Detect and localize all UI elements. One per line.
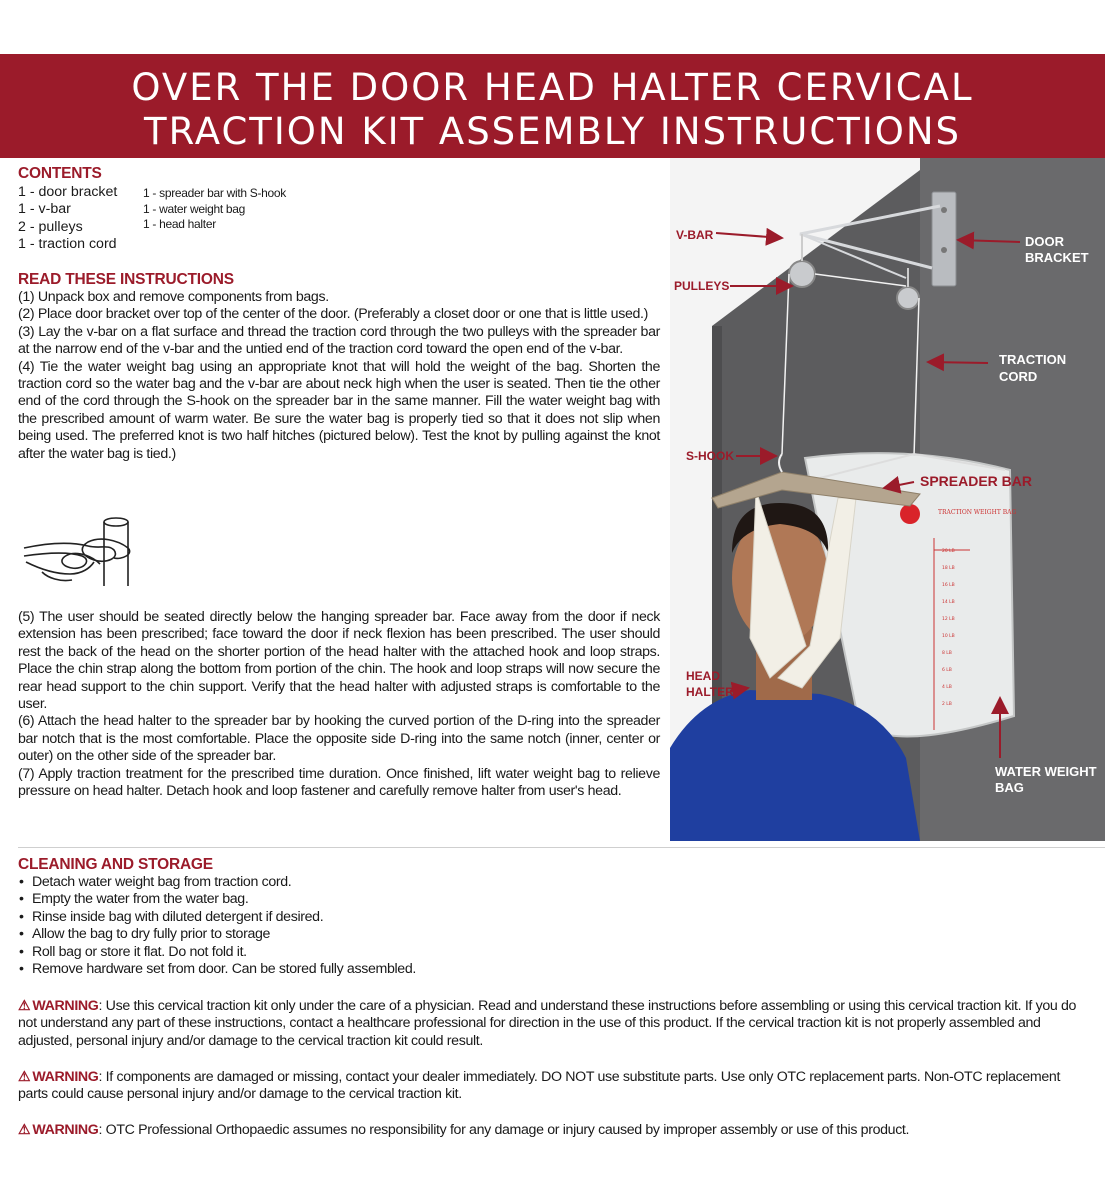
title-line-1: OVER THE DOOR HEAD HALTER CERVICAL: [131, 66, 974, 109]
bag-scale-mark: 18 LB: [942, 566, 955, 571]
section-divider: [18, 847, 1105, 848]
warning-1: [18, 998, 1090, 1050]
list-item: • Rinse inside bag with diluted detergent if desired.: [18, 909, 718, 926]
contents-item: 1 - water weight bag: [143, 201, 246, 216]
label-water-weight-bag-2: BAG: [995, 780, 1024, 795]
bag-scale-mark: 10 LB: [942, 634, 955, 639]
contents-item: 1 - v-bar: [18, 201, 71, 218]
instruction-step: (2) Place door bracket over top of the center of the door. (Preferably a closet door or one that is little used.): [18, 306, 648, 323]
bag-print-text: TRACTION WEIGHT BAG: [938, 509, 1017, 516]
label-traction-cord-1: TRACTION: [999, 352, 1067, 367]
contents-item: 1 - traction cord: [18, 236, 117, 253]
instructions-section: [18, 271, 660, 463]
label-s-hook: S-HOOK: [686, 449, 734, 463]
instruction-step: (6) Attach the head halter to the spreader bar by hooking the curved portion of the D-ring into the spreader bar notch that is the most comfortable. Place the opposite side D-ring into the same notch (inner, center or outer) on the other side of the spreader bar.: [18, 713, 660, 765]
label-door-bracket-1: DOOR: [1025, 234, 1064, 249]
contents-item: 2 - pulleys: [18, 218, 83, 235]
instructions-continued: [18, 609, 660, 800]
cleaning-section: [18, 856, 718, 978]
label-spreader-bar: SPREADER BAR: [920, 473, 1033, 489]
label-head-halter-1: HEAD: [686, 669, 721, 683]
warning-2: [18, 1069, 1090, 1104]
contents-item: 1 - spreader bar with S-hook: [143, 186, 287, 200]
instructions-heading: READ THESE INSTRUCTIONS: [18, 271, 234, 288]
title-line-2: TRACTION KIT ASSEMBLY INSTRUCTIONS: [143, 110, 962, 153]
warning-triangle-icon: ⚠: [18, 1069, 31, 1085]
warning-label: WARNING: [32, 1069, 99, 1085]
contents-item: 1 - door bracket: [18, 184, 118, 200]
bag-scale-mark: 12 LB: [942, 617, 955, 622]
label-traction-cord-2: CORD: [999, 369, 1038, 384]
instruction-step: (3) Lay the v-bar on a flat surface and thread the traction cord through the two pulleys with the spreader bar at the narrow end of the v-bar and the untied end of the traction cord toward the open end of the v-bar.: [18, 323, 660, 358]
instruction-step: (5) The user should be seated directly below the hanging spreader bar. Face away from the door if neck extension has been prescribed; face toward the door if neck flexion has been prescribed. The user should rest the back of the head on the shorter portion of the head halter with the attached hook and loop straps. Place the chin strap along the bottom from portion of the chin. The hook and loop straps will now secure the rear head support to the chin support. Verify that the head halter with adjusted straps is comfortable to the user.: [18, 609, 660, 713]
assembly-photo: [670, 158, 1105, 841]
warning-text: : OTC Professional Orthopaedic assumes no responsibility for any damage or injury caused by improper assembly or use of this product.: [98, 1122, 910, 1138]
bag-scale-mark: 6 LB: [942, 668, 952, 673]
cleaning-list: [18, 874, 718, 978]
list-item: • Remove hardware set from door. Can be stored fully assembled.: [18, 961, 718, 978]
contents-section: [18, 165, 338, 253]
label-head-halter-2: HALTER: [686, 685, 734, 699]
warning-text: : Use this cervical traction kit only under the care of a physician. Read and understand these instructions before assembling or using this cervical traction kit. If you do not understand any part of these instructions, contact a healthcare professional for direction in the use of this product. If the cervical traction kit is not properly assembled and adjusted, personal injury and/or damage to the cervical traction kit could result.: [18, 998, 1077, 1049]
instruction-step: (7) Apply traction treatment for the prescribed time duration. Once finished, lift water weight bag to relieve pressure on head halter. Detach hook and loop fastener and carefully remove halter from user's head.: [18, 765, 660, 800]
half-hitch-knot-illustration: [22, 512, 142, 592]
contents-item: 1 - head halter: [143, 217, 216, 232]
warning-text: : If components are damaged or missing, contact your dealer immediately. DO NOT use substitute parts. Use only OTC replacement parts. Non-OTC replacement parts could cause personal injury and/or damage to the cervical traction kit.: [18, 1069, 1061, 1103]
assembly-photo-illustration: [670, 158, 1105, 841]
bag-scale-mark: 8 LB: [942, 651, 952, 656]
label-v-bar: V-BAR: [676, 228, 714, 242]
bag-scale-mark: 20 LB: [942, 549, 955, 554]
bag-scale-mark: 14 LB: [942, 600, 955, 605]
list-item: • Roll bag or store it flat. Do not fold it.: [18, 944, 718, 961]
contents-list-1: [18, 184, 117, 254]
label-pulleys: PULLEYS: [674, 279, 730, 293]
label-water-weight-bag-1: WATER WEIGHT: [995, 764, 1097, 779]
warning-label: WARNING: [32, 1122, 99, 1138]
label-door-bracket-2: BRACKET: [1025, 250, 1089, 265]
instruction-step: (4) Tie the water weight bag using an appropriate knot that will hold the weight of the bag. Shorten the traction cord so the water bag and the v-bar are about neck high when the user is seated. Then tie the other end of the cord through the S-hook on the spreader bar in the same manner. Fill the water weight bag with the prescribed amount of warm water. Be sure the water bag is properly tied so that it does not slip when being used. The preferred knot is two half hitches (pictured below). Test the knot by pulling against the knot after the water bag is tied.): [18, 358, 660, 462]
list-item: • Detach water weight bag from traction cord.: [18, 874, 718, 891]
warning-triangle-icon: ⚠: [18, 1122, 31, 1138]
cleaning-heading: CLEANING AND STORAGE: [18, 856, 213, 873]
bag-scale-mark: 2 LB: [942, 702, 952, 707]
instruction-step: (1) Unpack box and remove components from bags.: [18, 289, 329, 305]
warning-label: WARNING: [32, 998, 99, 1014]
list-item: • Empty the water from the water bag.: [18, 891, 718, 908]
list-item: • Allow the bag to dry fully prior to storage: [18, 926, 718, 943]
bag-scale-mark: 16 LB: [942, 583, 955, 588]
title-banner: [0, 54, 1105, 158]
bag-scale-mark: 4 LB: [942, 685, 952, 690]
warning-triangle-icon: ⚠: [18, 998, 31, 1014]
contents-heading: CONTENTS: [18, 165, 102, 182]
warning-3: [18, 1122, 1090, 1139]
contents-list-2: [143, 186, 286, 233]
